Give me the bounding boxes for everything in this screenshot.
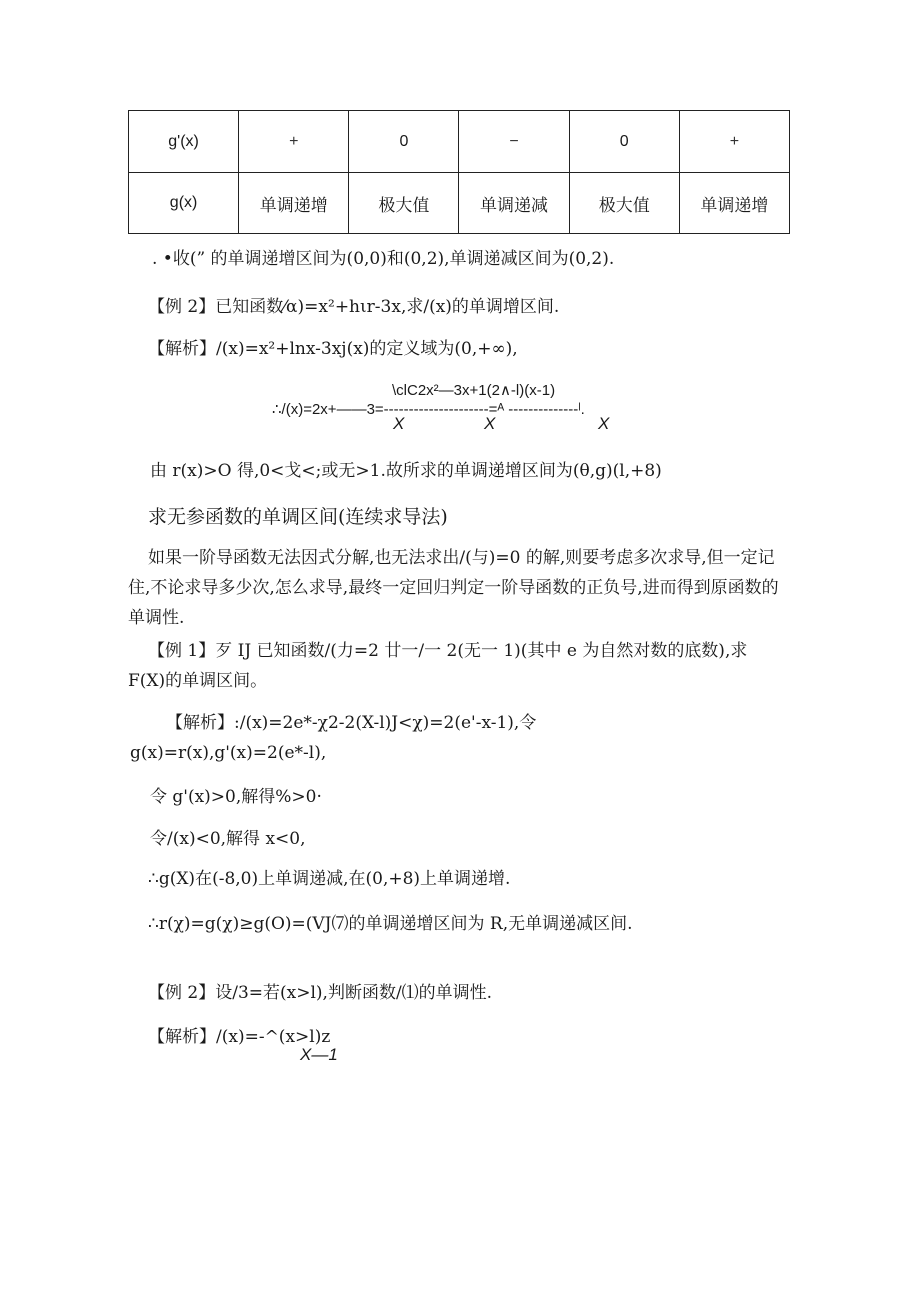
table-cell: + (679, 111, 789, 173)
text-line: 【解析】/(x)=x²+lnx-3xj(x)的定义域为(0,+∞), (148, 339, 518, 359)
equation-denominator: X—1 (300, 1045, 338, 1064)
example-title: 【例 2】已知函数⁄α)=x²+hιr-3x,求/(x)的单调增区间. (148, 297, 560, 317)
table-row (129, 111, 790, 173)
paragraph: 如果一阶导函数无法因式分解,也无法求出/(与)=0 的解,则要考虑多次求导,但一定记住,不论求导多少次,怎么求导,最终一定回归判定一阶导函数的正负号,进而得到原函数的单调性. (128, 548, 779, 628)
text-line: g(x)=r(x),g'(x)=2(e*-l), (130, 743, 327, 763)
section-heading: 求无参函数的单调区间(连续求导法) (148, 506, 448, 528)
equation-denominator: X (484, 414, 496, 433)
text-line: 【解析】:/(x)=2e*-χ2-2(X-l)J<χ)=2(e'-x-1),令 (166, 713, 537, 733)
table-cell: 单调递减 (459, 173, 569, 234)
table-cell: 单调递增 (239, 173, 349, 234)
equation-denominator: X (598, 414, 610, 433)
table-cell: g(x) (129, 173, 239, 234)
text-line: ∴g(X)在(-8,0)上单调递减,在(0,+8)上单调递增. (148, 869, 511, 889)
table-cell: + (239, 111, 349, 173)
table-cell: 极大值 (569, 173, 679, 234)
text-line: 令 g'(x)>0,解得%>0· (150, 787, 322, 807)
text-line: . •收(” 的单调递增区间为(0,0)和(0,2),单调递减区间为(0,2). (152, 249, 615, 269)
equation-line: ∴/(x)=2x+——3=---------------------=ᴬ --------------ˡ. (272, 401, 585, 418)
equation-numerator: \clC2x²—3x+1(2∧-l)(x-1) (392, 382, 556, 399)
text-line: ∴r(χ)=g(χ)≥g(O)=(VJ⑺的单调递增区间为 R,无单调递减区间. (148, 914, 633, 934)
table-cell: g'(x) (129, 111, 239, 173)
example-title: 【例 2】设/3=若(x>l),判断函数/⑴的单调性. (148, 983, 493, 1003)
text-line: 令/(x)<0,解得 x<0, (150, 829, 306, 849)
table-cell: − (459, 111, 569, 173)
equation-denominator: X (393, 414, 405, 433)
sign-table (128, 110, 790, 234)
text-line: 由 r(x)>O 得,0<戈<;或无>1.故所求的单调递增区间为(θ,g)(l,+8) (150, 461, 662, 481)
table-cell: 单调递增 (679, 173, 789, 234)
text-line: 【解析】/(x)=-^(x>l)z (148, 1027, 331, 1047)
table-cell: 0 (349, 111, 459, 173)
table-cell: 0 (569, 111, 679, 173)
table-row (129, 173, 790, 234)
example-paragraph: 【例 1】歹 IJ 已知函数/(力=2 廿一/一 2(无一 1)(其中 e 为自然对数的底数),求 F(X)的单调区间。 (128, 641, 748, 691)
table-cell: 极大值 (349, 173, 459, 234)
